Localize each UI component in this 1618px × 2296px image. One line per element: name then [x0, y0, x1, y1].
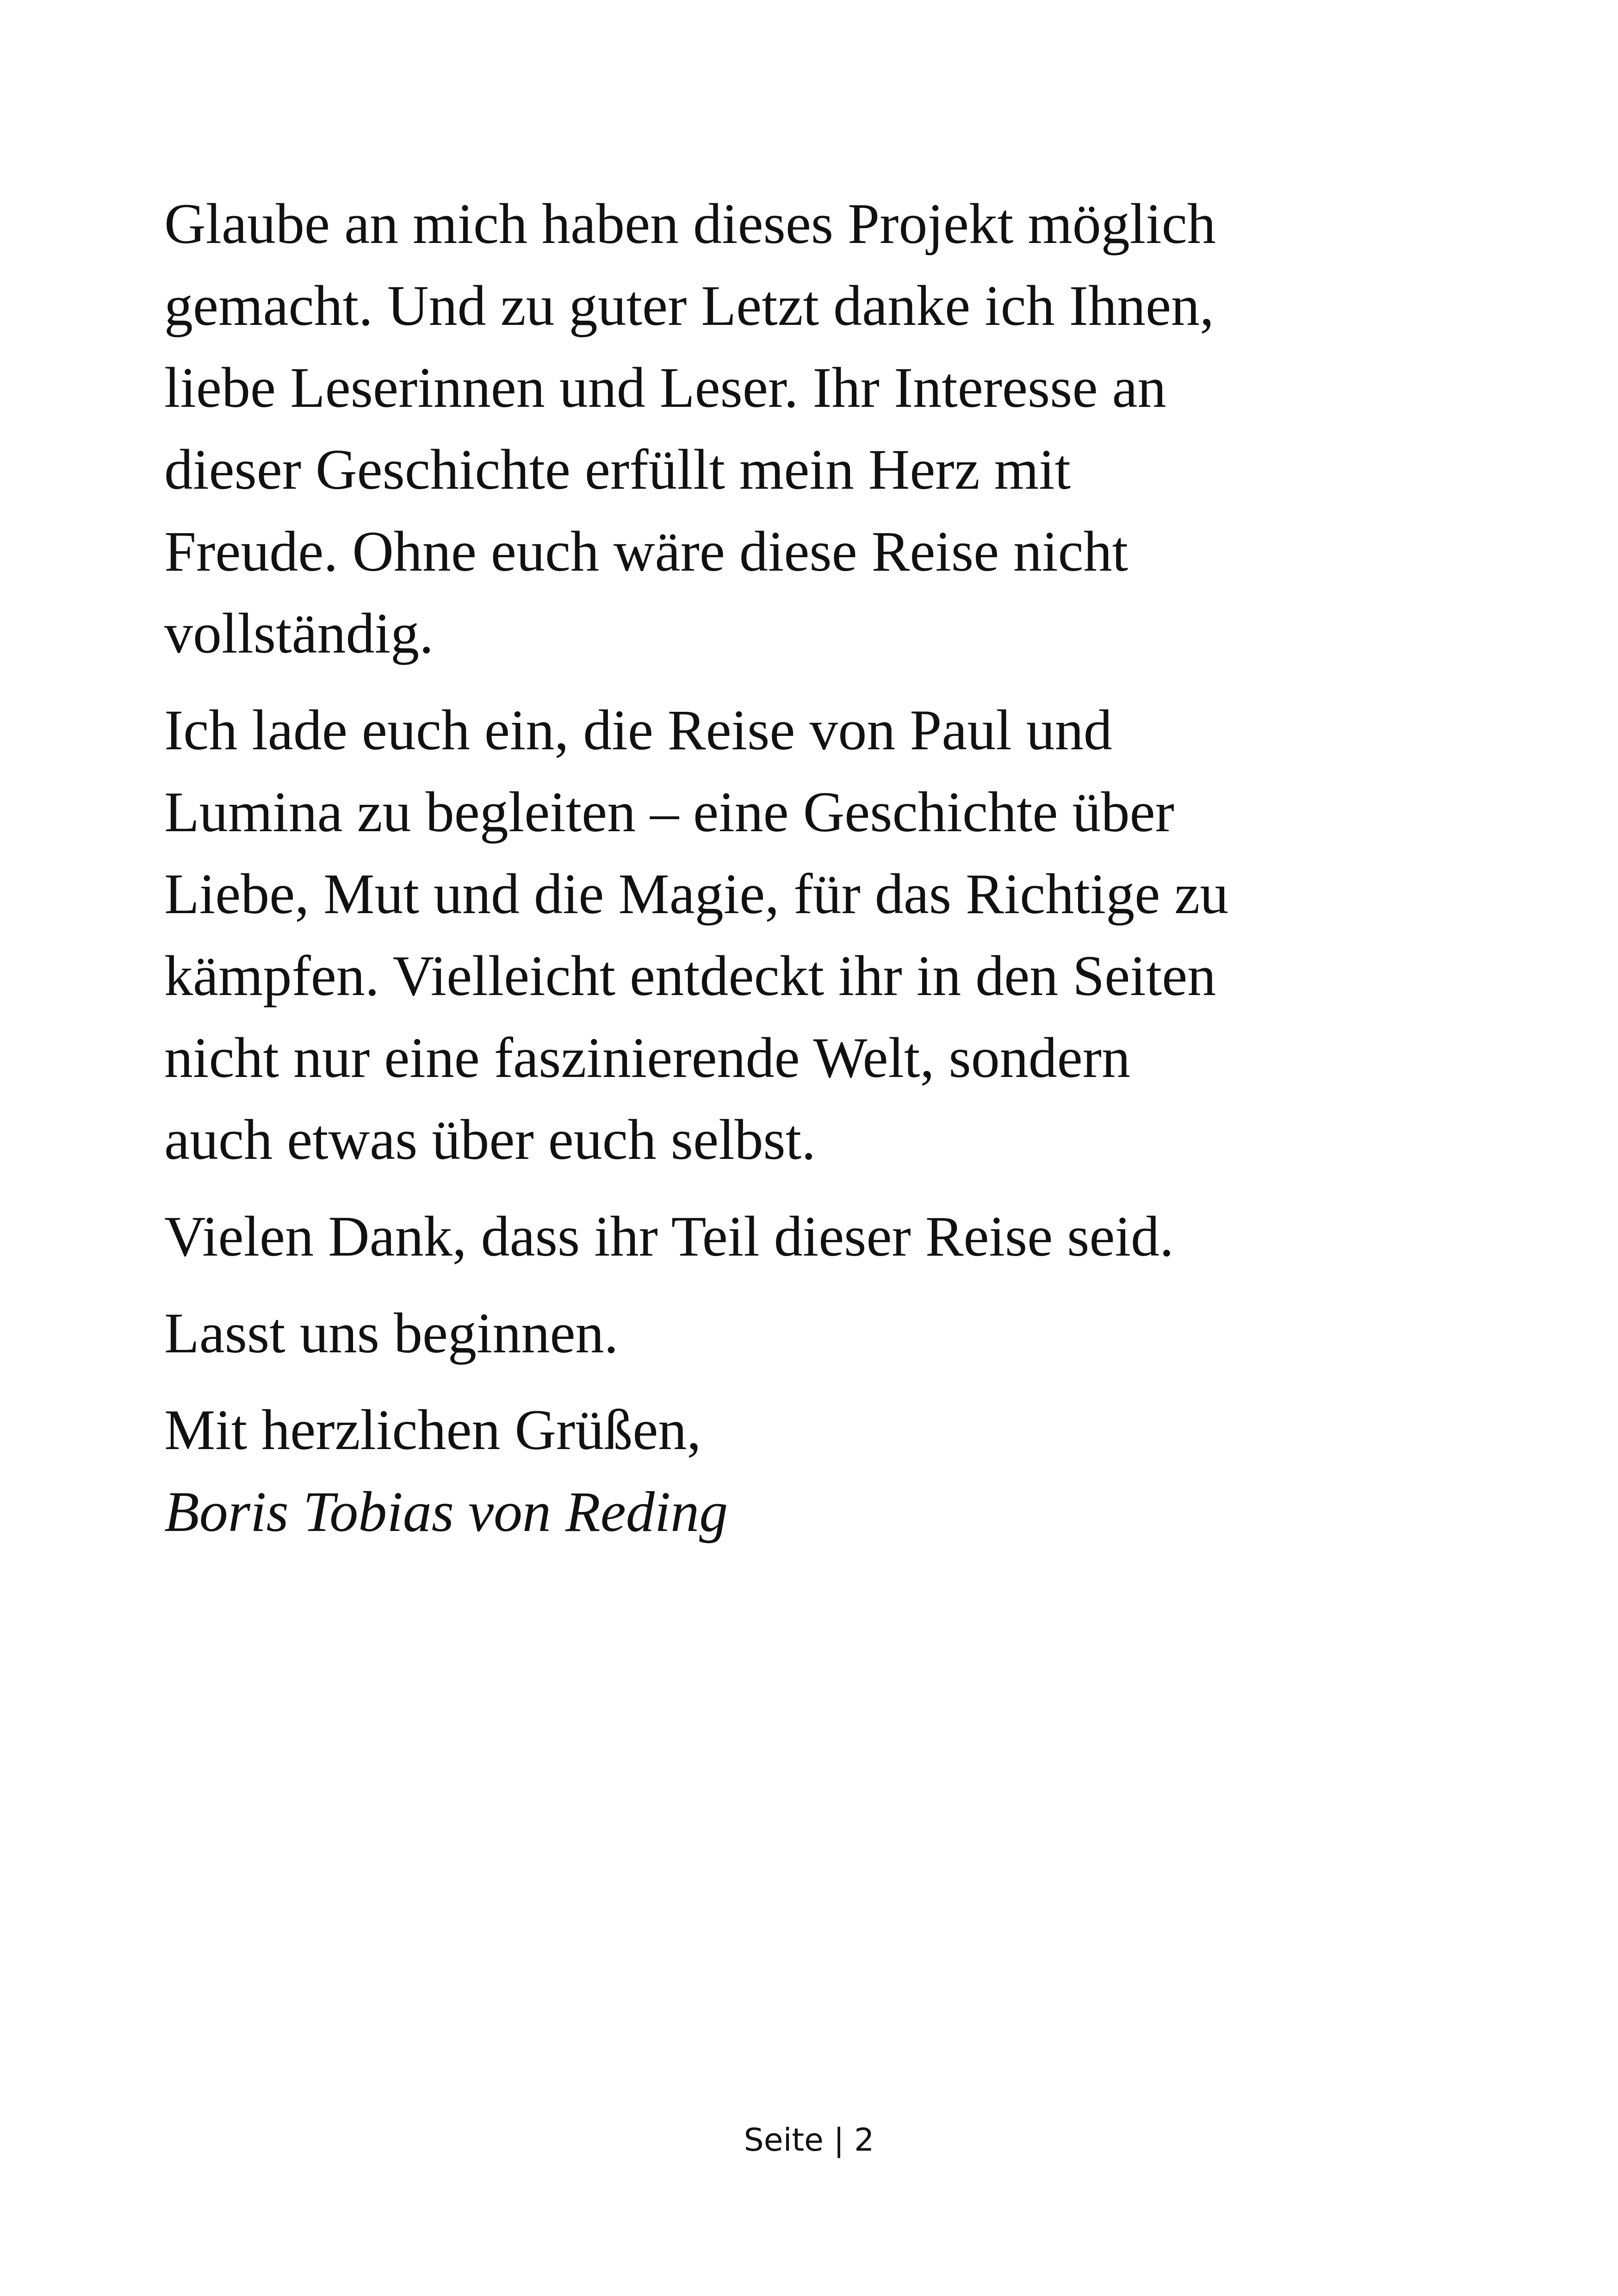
text-line: Lasst uns beginnen. [164, 1301, 619, 1365]
body-text [164, 183, 1460, 1553]
closing-block [164, 1389, 1460, 1553]
text-line: auch etwas über euch selbst. [164, 1108, 816, 1171]
text-line: vollständig. [164, 602, 434, 665]
paragraph-acknowledgement [164, 183, 1460, 674]
text-line: nicht nur eine faszinierende Welt, sondern [164, 1026, 1131, 1089]
text-line: gemacht. Und zu guter Letzt danke ich Ihnen, [164, 274, 1214, 337]
author-signature: Boris Tobias von Reding [164, 1480, 728, 1543]
text-line: kämpfen. Vielleicht entdeckt ihr in den Seiten [164, 944, 1216, 1008]
closing-greeting: Mit herzlichen Grüßen, [164, 1398, 701, 1462]
text-line: Lumina zu begleiten – eine Geschichte über [164, 780, 1174, 844]
text-line: liebe Leserinnen und Leser. Ihr Interesse an [164, 356, 1166, 419]
text-line: Vielen Dank, dass ihr Teil dieser Reise seid. [164, 1205, 1174, 1268]
paragraph-begin [164, 1292, 1460, 1374]
text-line: Ich lade euch ein, die Reise von Paul und [164, 698, 1112, 762]
text-line: dieser Geschichte erfüllt mein Herz mit [164, 438, 1071, 501]
paragraph-thanks [164, 1195, 1460, 1277]
paragraph-invitation [164, 689, 1460, 1181]
page-number-footer: Seite | 2 [744, 2122, 874, 2159]
text-line: Liebe, Mut und die Magie, für das Richtige zu [164, 862, 1229, 926]
text-line: Freude. Ohne euch wäre diese Reise nicht [164, 520, 1128, 583]
text-line: Glaube an mich haben dieses Projekt möglich [164, 192, 1216, 255]
